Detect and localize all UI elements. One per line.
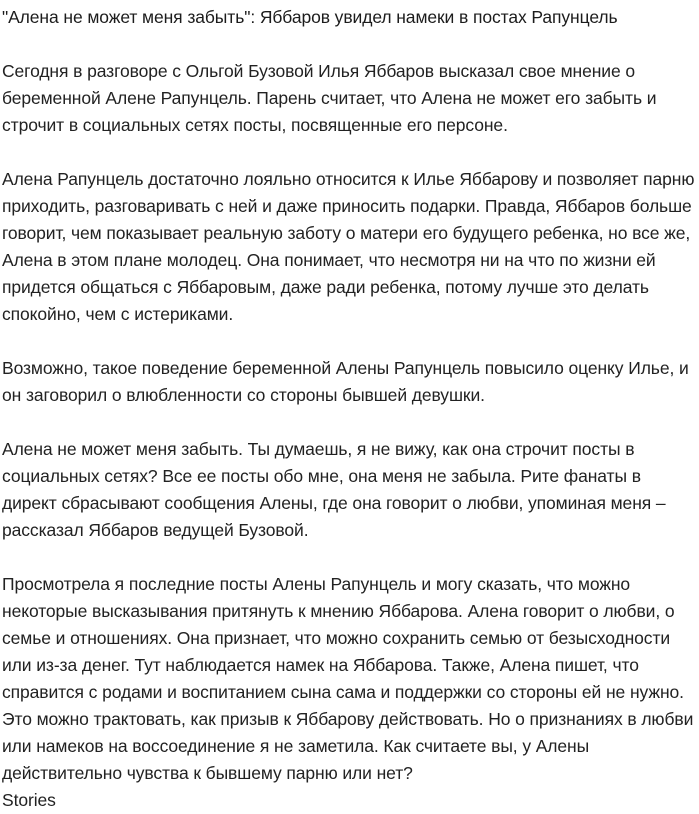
article-paragraph-3: Возможно, такое поведение беременной Алены Рапунцель повысило оценку Илье, и он заговорил о влюбленности со стороны бывшей девушки. bbox=[2, 358, 689, 405]
article-footer-label: Stories bbox=[2, 790, 56, 810]
article-paragraph-2: Алена Рапунцель достаточно лояльно относится к Илье Яббарову и позволяет парню приходить, разговаривать с ней и даже приносить подарки. Правда, Яббаров больше говорит, чем показывает реальную заботу о матери его будущего ребенка, но все же, Алена в этом плане молодец. Она понимает, что несмотря ни на что по жизни ей придется общаться с Яббаровым, даже ради ребенка, потому лучше это делать спокойно, чем с истериками. bbox=[2, 169, 695, 324]
article-quote-paragraph: Алена не может меня забыть. Ты думаешь, я не вижу, как она строчит посты в социальных сетях? Все ее посты обо мне, она меня не забыла. Рите фанаты в директ сбрасывают сообщения Алены, где она говорит о любви, упоминая меня – рассказал Яббаров ведущей Бузовой. bbox=[2, 439, 666, 540]
article-paragraph-5: Просмотрела я последние посты Алены Рапунцель и могу сказать, что можно некоторые высказывания притянуть к мнению Яббарова. Алена говорит о любви, о семье и отношениях. Она признает, что можно сохранить семью от безысходности или из-за денег. Тут наблюдается намек на Яббарова. Также, Алена пишет, что справится с родами и воспитанием сына сама и поддержки со стороны ей не нужно. Это можно трактовать, как призыв к Яббарову действовать. Но о признаниях в любви или намеков на воссоединение я не заметила. Как считаете вы, у Алены действительно чувства к бывшему парню или нет? bbox=[2, 574, 694, 783]
article-headline: "Алена не может меня забыть": Яббаров увидел намеки в постах Рапунцель bbox=[2, 7, 618, 27]
article-paragraph-1: Сегодня в разговоре с Ольгой Бузовой Илья Яббаров высказал свое мнение о беременной Алене Рапунцель. Парень считает, что Алена не может его забыть и строчит в социальных сетях посты, посвященные его персоне. bbox=[2, 61, 657, 135]
headline-body-spacer bbox=[2, 31, 695, 58]
